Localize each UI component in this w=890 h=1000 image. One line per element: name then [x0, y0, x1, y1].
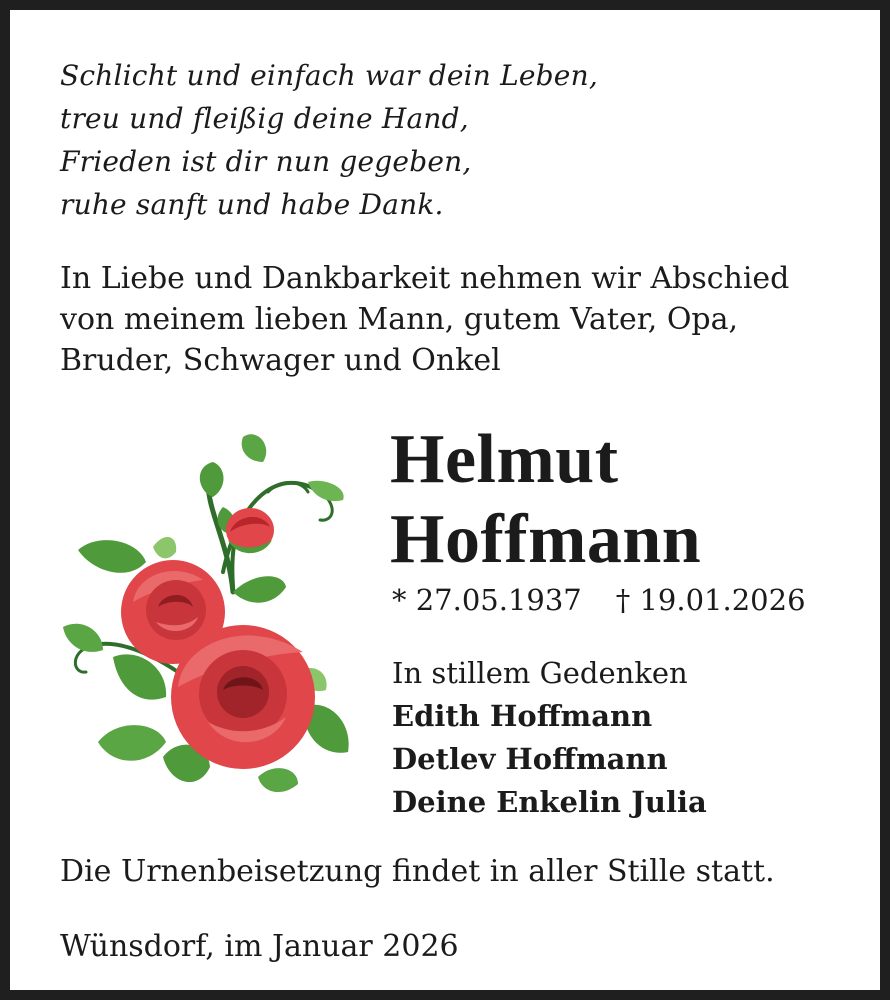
mourner-name: Deine Enkelin Julia — [392, 785, 707, 819]
deceased-name — [390, 420, 701, 580]
life-dates — [392, 580, 806, 620]
farewell-line: In Liebe und Dankbarkeit nehmen wir Abschied — [60, 261, 790, 296]
first-name: Helmut — [390, 421, 619, 498]
farewell-text — [60, 258, 850, 381]
poem-line: treu und fleißig deine Hand, — [60, 102, 469, 135]
poem-line: ruhe sanft und habe Dank. — [60, 188, 444, 221]
birth-date: * 27.05.1937 — [392, 583, 582, 617]
farewell-line: von meinem lieben Mann, gutem Vater, Opa, — [60, 302, 739, 337]
red-roses-illustration — [58, 422, 358, 822]
mourner-name: Detlev Hoffmann — [392, 742, 668, 776]
mourner-name: Edith Hoffmann — [392, 699, 653, 733]
place-and-date: Wünsdorf, im Januar 2026 — [60, 929, 459, 964]
farewell-line: Bruder, Schwager und Onkel — [60, 343, 501, 378]
mourners-block — [392, 652, 707, 824]
poem-line: Schlicht und einfach war dein Leben, — [60, 59, 598, 92]
burial-notice: Die Urnenbeisetzung findet in aller Stille statt. — [60, 854, 775, 889]
last-name: Hoffmann — [390, 501, 702, 578]
mourners-heading: In stillem Gedenken — [392, 656, 688, 690]
poem-line: Frieden ist dir nun gegeben, — [60, 145, 472, 178]
death-date: † 19.01.2026 — [615, 583, 806, 617]
poem — [60, 54, 840, 226]
